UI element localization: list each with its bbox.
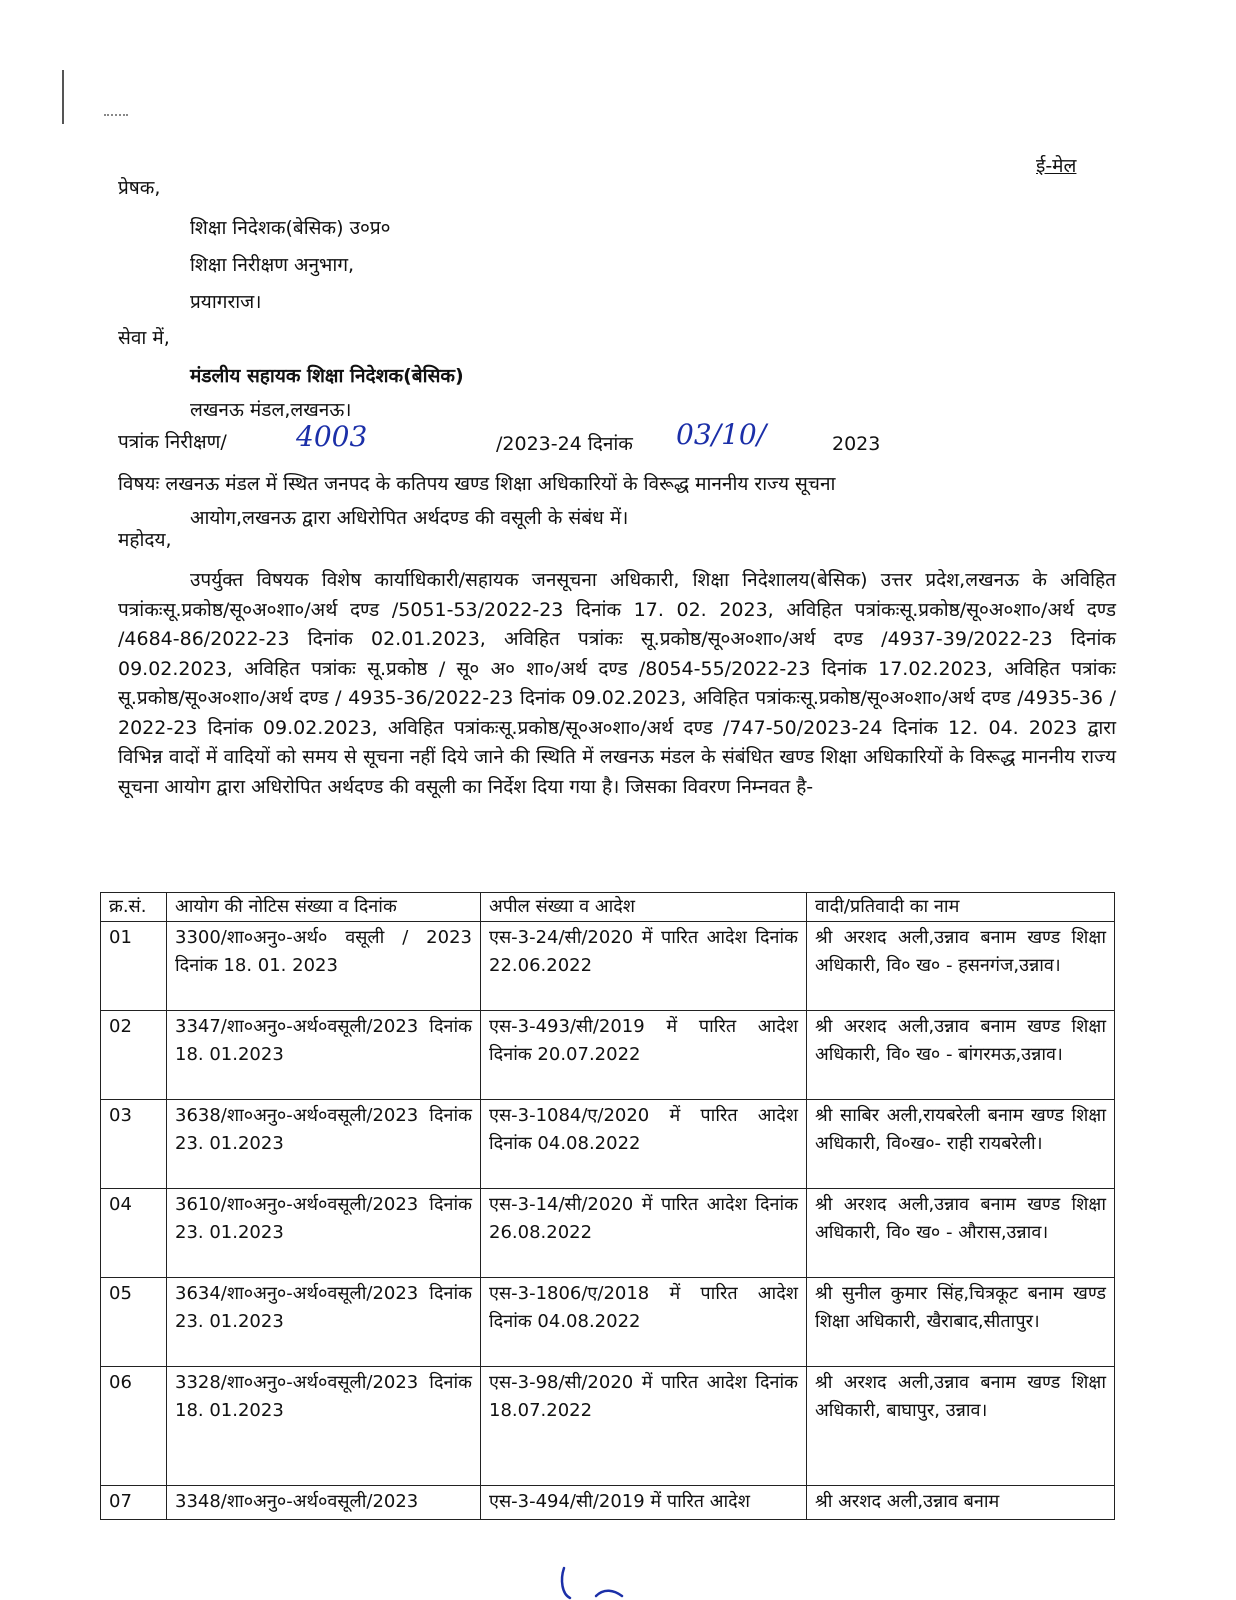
cell-notice: 3347/शा०अनु०-अर्थ०वसूली/2023 दिनांक 18. 01.2023 <box>167 1011 481 1100</box>
cell-parties: श्री अरशद अली,उन्नाव बनाम खण्ड शिक्षा अधिकारी, वि० ख० - औरास,उन्नाव। <box>807 1189 1115 1278</box>
body-text: उपर्युक्त विषयक विशेष कार्याधिकारी/सहायक जनसूचना अधिकारी, शिक्षा निदेशालय(बेसिक) उत्तर प्रदेश,लखनऊ के अविहित पत्रांकःसू.प्रकोष्ठ/सू०अ०शा०/अर्थ दण्ड /5051-53/2022-23 दिनांक 17. 02. 2023, अविहित पत्रांकःसू.प्रकोष्ठ/सू०अ०शा०/अर्थ दण्ड /4684-86/2022-23 दिनांक 02.01.2023, अविहित पत्रांकः सू.प्रकोष्ठ/सू०अ०शा०/अर्थ दण्ड /4937-39/2022-23 दिनांक 09.02.2023, अविहित पत्रांकः सू.प्रकोष्ठ / सू० अ० शा०/अर्थ दण्ड /8054-55/2022-23 दिनांक 17.02.2023, अविहित पत्रांकः सू.प्रकोष्ठ/सू०अ०शा०/अर्थ दण्ड / 4935-36/2022-23 दिनांक 09.02.2023, अविहित पत्रांकःसू.प्रकोष्ठ/सू०अ०शा०/अर्थ दण्ड /4935-36 / 2022-23 दिनांक 09.02.2023, अविहित पत्रांकःसू.प्रकोष्ठ/सू०अ०शा०/अर्थ दण्ड /747-50/2023-24 दिनांक 12. 04. 2023 द्वारा विभिन्न वादों में वादियों को समय से सूचना नहीं दिये जाने की स्थिति में लखनऊ मंडल के संबंधित खण्ड शिक्षा अधिकारियों के विरूद्ध माननीय राज्य सूचना आयोग द्वारा अधिरोपित अर्थदण्ड की वसूली का निर्देश दिया गया है। जिसका विवरण निम्नवत है- <box>118 569 1116 798</box>
cell-parties: श्री अरशद अली,उन्नाव बनाम खण्ड शिक्षा अधिकारी, वि० ख० - हसनगंज,उन्नाव। <box>807 922 1115 1011</box>
recipient-heading: सेवा में, <box>118 327 170 349</box>
reference-date-handwritten: 03/10/ <box>676 418 767 451</box>
cell-parties: श्री अरशद अली,उन्नाव बनाम खण्ड शिक्षा अधिकारी, वि० ख० - बांगरमऊ,उन्नाव। <box>807 1011 1115 1100</box>
cell-serial: 03 <box>101 1100 167 1189</box>
table-row <box>101 1011 1115 1100</box>
email-label: ई-मेल <box>1036 155 1077 177</box>
header-appeal: अपील संख्या व आदेश <box>481 893 807 922</box>
sender-heading: प्रेषक, <box>118 177 161 199</box>
cell-notice: 3634/शा०अनु०-अर्थ०वसूली/2023 दिनांक 23. 01.2023 <box>167 1278 481 1367</box>
cell-serial: 04 <box>101 1189 167 1278</box>
cell-appeal: एस-3-494/सी/2019 में पारित आदेश <box>481 1486 807 1520</box>
header-parties: वादी/प्रतिवादी का नाम <box>807 893 1115 922</box>
recipient-line-2: लखनऊ मंडल,लखनऊ। <box>190 399 352 421</box>
table-header-row <box>101 893 1115 922</box>
table-row <box>101 922 1115 1011</box>
cell-parties: श्री अरशद अली,उन्नाव बनाम <box>807 1486 1115 1520</box>
cell-appeal: एस-3-98/सी/2020 में पारित आदेश दिनांक 18.07.2022 <box>481 1367 807 1486</box>
header-serial: क्र.सं. <box>101 893 167 922</box>
recipient-line-1: मंडलीय सहायक शिक्षा निदेशक(बेसिक) <box>190 365 464 387</box>
table-row <box>101 1367 1115 1486</box>
subject-block <box>118 467 1116 535</box>
cell-parties: श्री अरशद अली,उन्नाव बनाम खण्ड शिक्षा अधिकारी, बाघापुर, उन्नाव। <box>807 1367 1115 1486</box>
sender-line-3: प्रयागराज। <box>190 291 262 313</box>
penalty-table <box>100 892 1115 1520</box>
cell-serial: 07 <box>101 1486 167 1520</box>
reference-year: 2023 <box>832 433 881 455</box>
sender-line-2: शिक्षा निरीक्षण अनुभाग, <box>190 254 355 276</box>
cell-notice: 3300/शा०अनु०-अर्थ० वसूली / 2023 दिनांक 18. 01. 2023 <box>167 922 481 1011</box>
cell-notice: 3610/शा०अनु०-अर्थ०वसूली/2023 दिनांक 23. 01.2023 <box>167 1189 481 1278</box>
reference-number-handwritten: 4003 <box>296 420 368 453</box>
cell-appeal: एस-3-493/सी/2019 में पारित आदेश दिनांक 20.07.2022 <box>481 1011 807 1100</box>
cell-notice: 3638/शा०अनु०-अर्थ०वसूली/2023 दिनांक 23. 01.2023 <box>167 1100 481 1189</box>
cell-parties: श्री सुनील कुमार सिंह,चित्रकूट बनाम खण्ड शिक्षा अधिकारी, खैराबाद,सीतापुर। <box>807 1278 1115 1367</box>
cell-appeal: एस-3-24/सी/2020 में पारित आदेश दिनांक 22.06.2022 <box>481 922 807 1011</box>
cell-appeal: एस-3-1806/ए/2018 में पारित आदेश दिनांक 04.08.2022 <box>481 1278 807 1367</box>
cell-appeal: एस-3-14/सी/2020 में पारित आदेश दिनांक 26.08.2022 <box>481 1189 807 1278</box>
reference-prefix: पत्रांक निरीक्षण/ <box>118 431 227 453</box>
table-row <box>101 1100 1115 1189</box>
cell-serial: 06 <box>101 1367 167 1486</box>
cell-serial: 05 <box>101 1278 167 1367</box>
scan-smudge <box>104 106 128 116</box>
reference-middle: /2023-24 दिनांक <box>496 433 633 455</box>
pen-mark <box>62 70 64 124</box>
table-row <box>101 1278 1115 1367</box>
body-paragraph <box>118 566 1116 802</box>
table-row <box>101 1486 1115 1520</box>
signature-stroke <box>556 1566 626 1600</box>
cell-notice: 3328/शा०अनु०-अर्थ०वसूली/2023 दिनांक 18. 01.2023 <box>167 1367 481 1486</box>
cell-parties: श्री साबिर अली,रायबरेली बनाम खण्ड शिक्षा अधिकारी, वि०ख०- राही रायबरेली। <box>807 1100 1115 1189</box>
salutation: महोदय, <box>118 529 172 551</box>
table-row <box>101 1189 1115 1278</box>
cell-notice: 3348/शा०अनु०-अर्थ०वसूली/2023 <box>167 1486 481 1520</box>
cell-appeal: एस-3-1084/ए/2020 में पारित आदेश दिनांक 04.08.2022 <box>481 1100 807 1189</box>
sender-line-1: शिक्षा निदेशक(बेसिक) उ०प्र० <box>190 217 391 239</box>
subject-line-1: विषयः लखनऊ मंडल में स्थित जनपद के कतिपय खण्ड शिक्षा अधिकारियों के विरूद्ध माननीय राज्य सूचना <box>118 473 836 495</box>
header-notice: आयोग की नोटिस संख्या व दिनांक <box>167 893 481 922</box>
cell-serial: 01 <box>101 922 167 1011</box>
cell-serial: 02 <box>101 1011 167 1100</box>
subject-line-2: आयोग,लखनऊ द्वारा अधिरोपित अर्थदण्ड की वसूली के संबंध में। <box>190 507 629 529</box>
